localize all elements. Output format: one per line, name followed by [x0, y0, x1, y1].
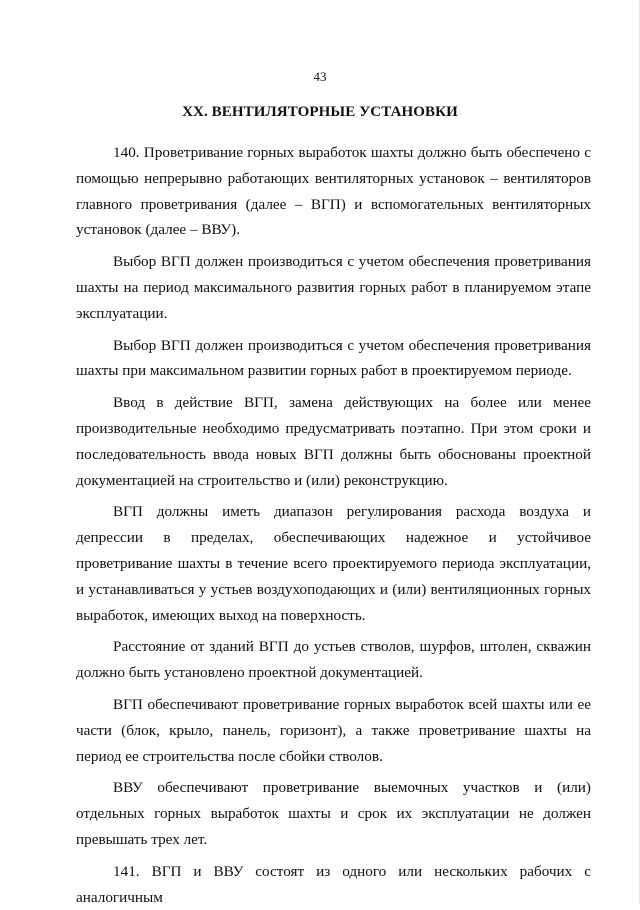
paragraph: Выбор ВГП должен производиться с учетом обеспечения проветривания шахты при максимальном развитии горных работ в проектируемом периоде.	[76, 336, 591, 380]
paragraph: ВГП должны иметь диапазон регулирования расхода воздуха и депрессии в пределах, обеспечивающих надежное и устойчивое проветривание шахты в течение всего проектируемого периода эксплуатации, и устанавливаться у устьев воздухоподающих и (или) вентиляционных горных выработок, имеющих выход на поверхность.	[76, 503, 591, 624]
paragraph: Ввод в действие ВГП, замена действующих на более или менее производительные необходимо предусматривать поэтапно. При этом сроки и последовательность ввода новых ВГП должны быть обоснованы проектной документацией на строительство и (или) реконструкцию.	[76, 394, 591, 489]
section-heading: XX. ВЕНТИЛЯТОРНЫЕ УСТАНОВКИ	[182, 104, 458, 120]
paragraph: 140. Проветривание горных выработок шахты должно быть обеспечено с помощью непрерывно работающих вентиляторных установок – вентиляторов главного проветривания (далее – ВГП) и вспомогательных вентиляторных установок (далее – ВВУ).	[76, 144, 591, 239]
body-text	[76, 140, 591, 910]
paragraph: Выбор ВГП должен производиться с учетом обеспечения проветривания шахты на период максимального развития горных работ в планируемом этапе эксплуатации.	[76, 253, 591, 322]
paragraph: 141. ВГП и ВВУ состоят из одного или нескольких рабочих с аналогичным	[76, 862, 591, 906]
paragraph: ВГП обеспечивают проветривание горных выработок всей шахты или ее части (блок, крыло, панель, горизонт), а также проветривание шахты на период ее строительства после сбойки стволов.	[76, 695, 591, 765]
page-number: 43	[313, 69, 327, 84]
paragraph: ВВУ обеспечивают проветривание выемочных участков и (или) отдельных горных выработок шахты и срок их эксплуатации не должен превышать трех лет.	[76, 779, 591, 848]
paragraph: Расстояние от зданий ВГП до устьев стволов, шурфов, штолен, скважин должно быть установлено проектной документацией.	[76, 638, 591, 682]
